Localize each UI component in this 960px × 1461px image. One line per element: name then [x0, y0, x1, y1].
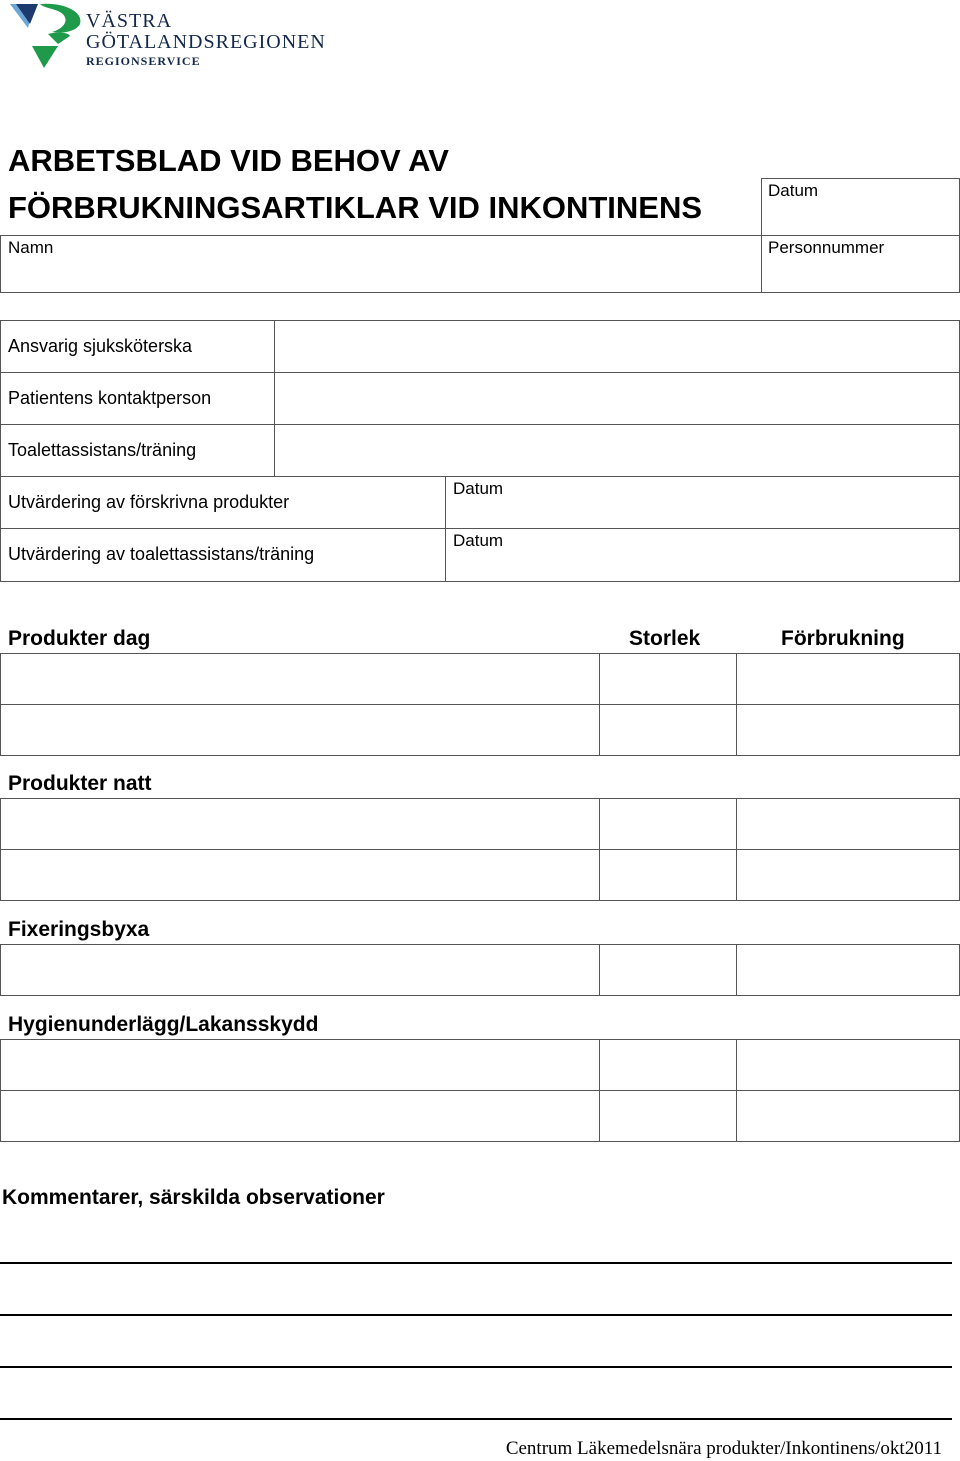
- produkt-dag-2-storlek-field[interactable]: [599, 704, 737, 756]
- kommentarer-heading: Kommentarer, särskilda observationer: [2, 1186, 385, 1209]
- namn-field[interactable]: [0, 235, 762, 293]
- utvardering-toalettassistans-datum-field[interactable]: [445, 528, 960, 582]
- footer-text: Centrum Läkemedelsnära produkter/Inkontinens/okt2011: [505, 1438, 942, 1459]
- toalettassistans-label: Toalettassistans/träning: [8, 440, 197, 460]
- utvardering-toalettassistans-datum-label: Datum: [453, 531, 504, 550]
- produkt-natt-1-storlek-field[interactable]: [599, 798, 737, 850]
- info-row-label-cell: [0, 476, 446, 529]
- forbrukning-column-header: Förbrukning: [781, 627, 905, 650]
- utvardering-produkter-datum-label: Datum: [453, 479, 504, 498]
- hygienunderlagg-2-storlek-field[interactable]: [599, 1090, 737, 1142]
- info-row-label-cell: [0, 424, 275, 477]
- info-row-label-cell: [0, 320, 275, 373]
- hygienunderlagg-1-forbrukning-field[interactable]: [736, 1039, 960, 1091]
- utvardering-toalettassistans-label: Utvärdering av toalettassistans/träning: [8, 544, 315, 564]
- hygienunderlagg-heading: Hygienunderlägg/Lakansskydd: [8, 1013, 319, 1036]
- personnummer-label: Personnummer: [768, 238, 885, 257]
- hygienunderlagg-2-forbrukning-field[interactable]: [736, 1090, 960, 1142]
- info-row-label-cell: [0, 372, 275, 425]
- datum-field[interactable]: [761, 178, 960, 236]
- comment-line-3[interactable]: [0, 1366, 952, 1368]
- ansvarig-sjukskoterska-label: Ansvarig sjuksköterska: [8, 336, 193, 356]
- fixeringsbyxa-1-storlek-field[interactable]: [599, 944, 737, 996]
- produkt-dag-1-storlek-field[interactable]: [599, 653, 737, 705]
- comment-line-4[interactable]: [0, 1418, 952, 1420]
- hygienunderlagg-1-storlek-field[interactable]: [599, 1039, 737, 1091]
- storlek-column-header: Storlek: [629, 627, 701, 650]
- produkt-dag-1-forbrukning-field[interactable]: [736, 653, 960, 705]
- produkt-natt-2-storlek-field[interactable]: [599, 849, 737, 901]
- logo-mark-icon: [8, 2, 84, 70]
- produkter-dag-heading: Produkter dag: [8, 627, 151, 650]
- fixeringsbyxa-heading: Fixeringsbyxa: [8, 918, 150, 941]
- produkter-natt-heading: Produkter natt: [8, 772, 152, 795]
- personnummer-field[interactable]: [761, 235, 960, 293]
- fixeringsbyxa-1-field[interactable]: [0, 944, 600, 996]
- produkt-natt-1-forbrukning-field[interactable]: [736, 798, 960, 850]
- produkt-natt-2-field[interactable]: [0, 849, 600, 901]
- utvardering-produkter-label: Utvärdering av förskrivna produkter: [8, 492, 290, 512]
- produkt-dag-1-field[interactable]: [0, 653, 600, 705]
- patientens-kontaktperson-label: Patientens kontaktperson: [8, 388, 212, 408]
- produkt-dag-2-field[interactable]: [0, 704, 600, 756]
- comment-line-2[interactable]: [0, 1314, 952, 1316]
- namn-label: Namn: [8, 238, 54, 257]
- hygienunderlagg-2-field[interactable]: [0, 1090, 600, 1142]
- fixeringsbyxa-1-forbrukning-field[interactable]: [736, 944, 960, 996]
- produkt-natt-2-forbrukning-field[interactable]: [736, 849, 960, 901]
- info-row-label-cell: [0, 528, 446, 582]
- logo-text-line3: REGIONSERVICE: [86, 54, 201, 68]
- produkt-natt-1-field[interactable]: [0, 798, 600, 850]
- page-title-line1: ARBETSBLAD VID BEHOV AV: [8, 143, 449, 178]
- ansvarig-sjukskoterska-field[interactable]: [274, 320, 960, 373]
- patientens-kontaktperson-field[interactable]: [274, 372, 960, 425]
- logo-text-line1: VÄSTRA: [86, 10, 173, 32]
- page-title-line2: FÖRBRUKNINGSARTIKLAR VID INKONTINENS: [8, 190, 703, 225]
- hygienunderlagg-1-field[interactable]: [0, 1039, 600, 1091]
- produkt-dag-2-forbrukning-field[interactable]: [736, 704, 960, 756]
- utvardering-produkter-datum-field[interactable]: [445, 476, 960, 529]
- datum-label: Datum: [768, 181, 819, 200]
- logo-text-line2: GÖTALANDSREGIONEN: [86, 31, 326, 53]
- organization-logo: [8, 2, 338, 70]
- comment-line-1[interactable]: [0, 1262, 952, 1264]
- toalettassistans-field[interactable]: [274, 424, 960, 477]
